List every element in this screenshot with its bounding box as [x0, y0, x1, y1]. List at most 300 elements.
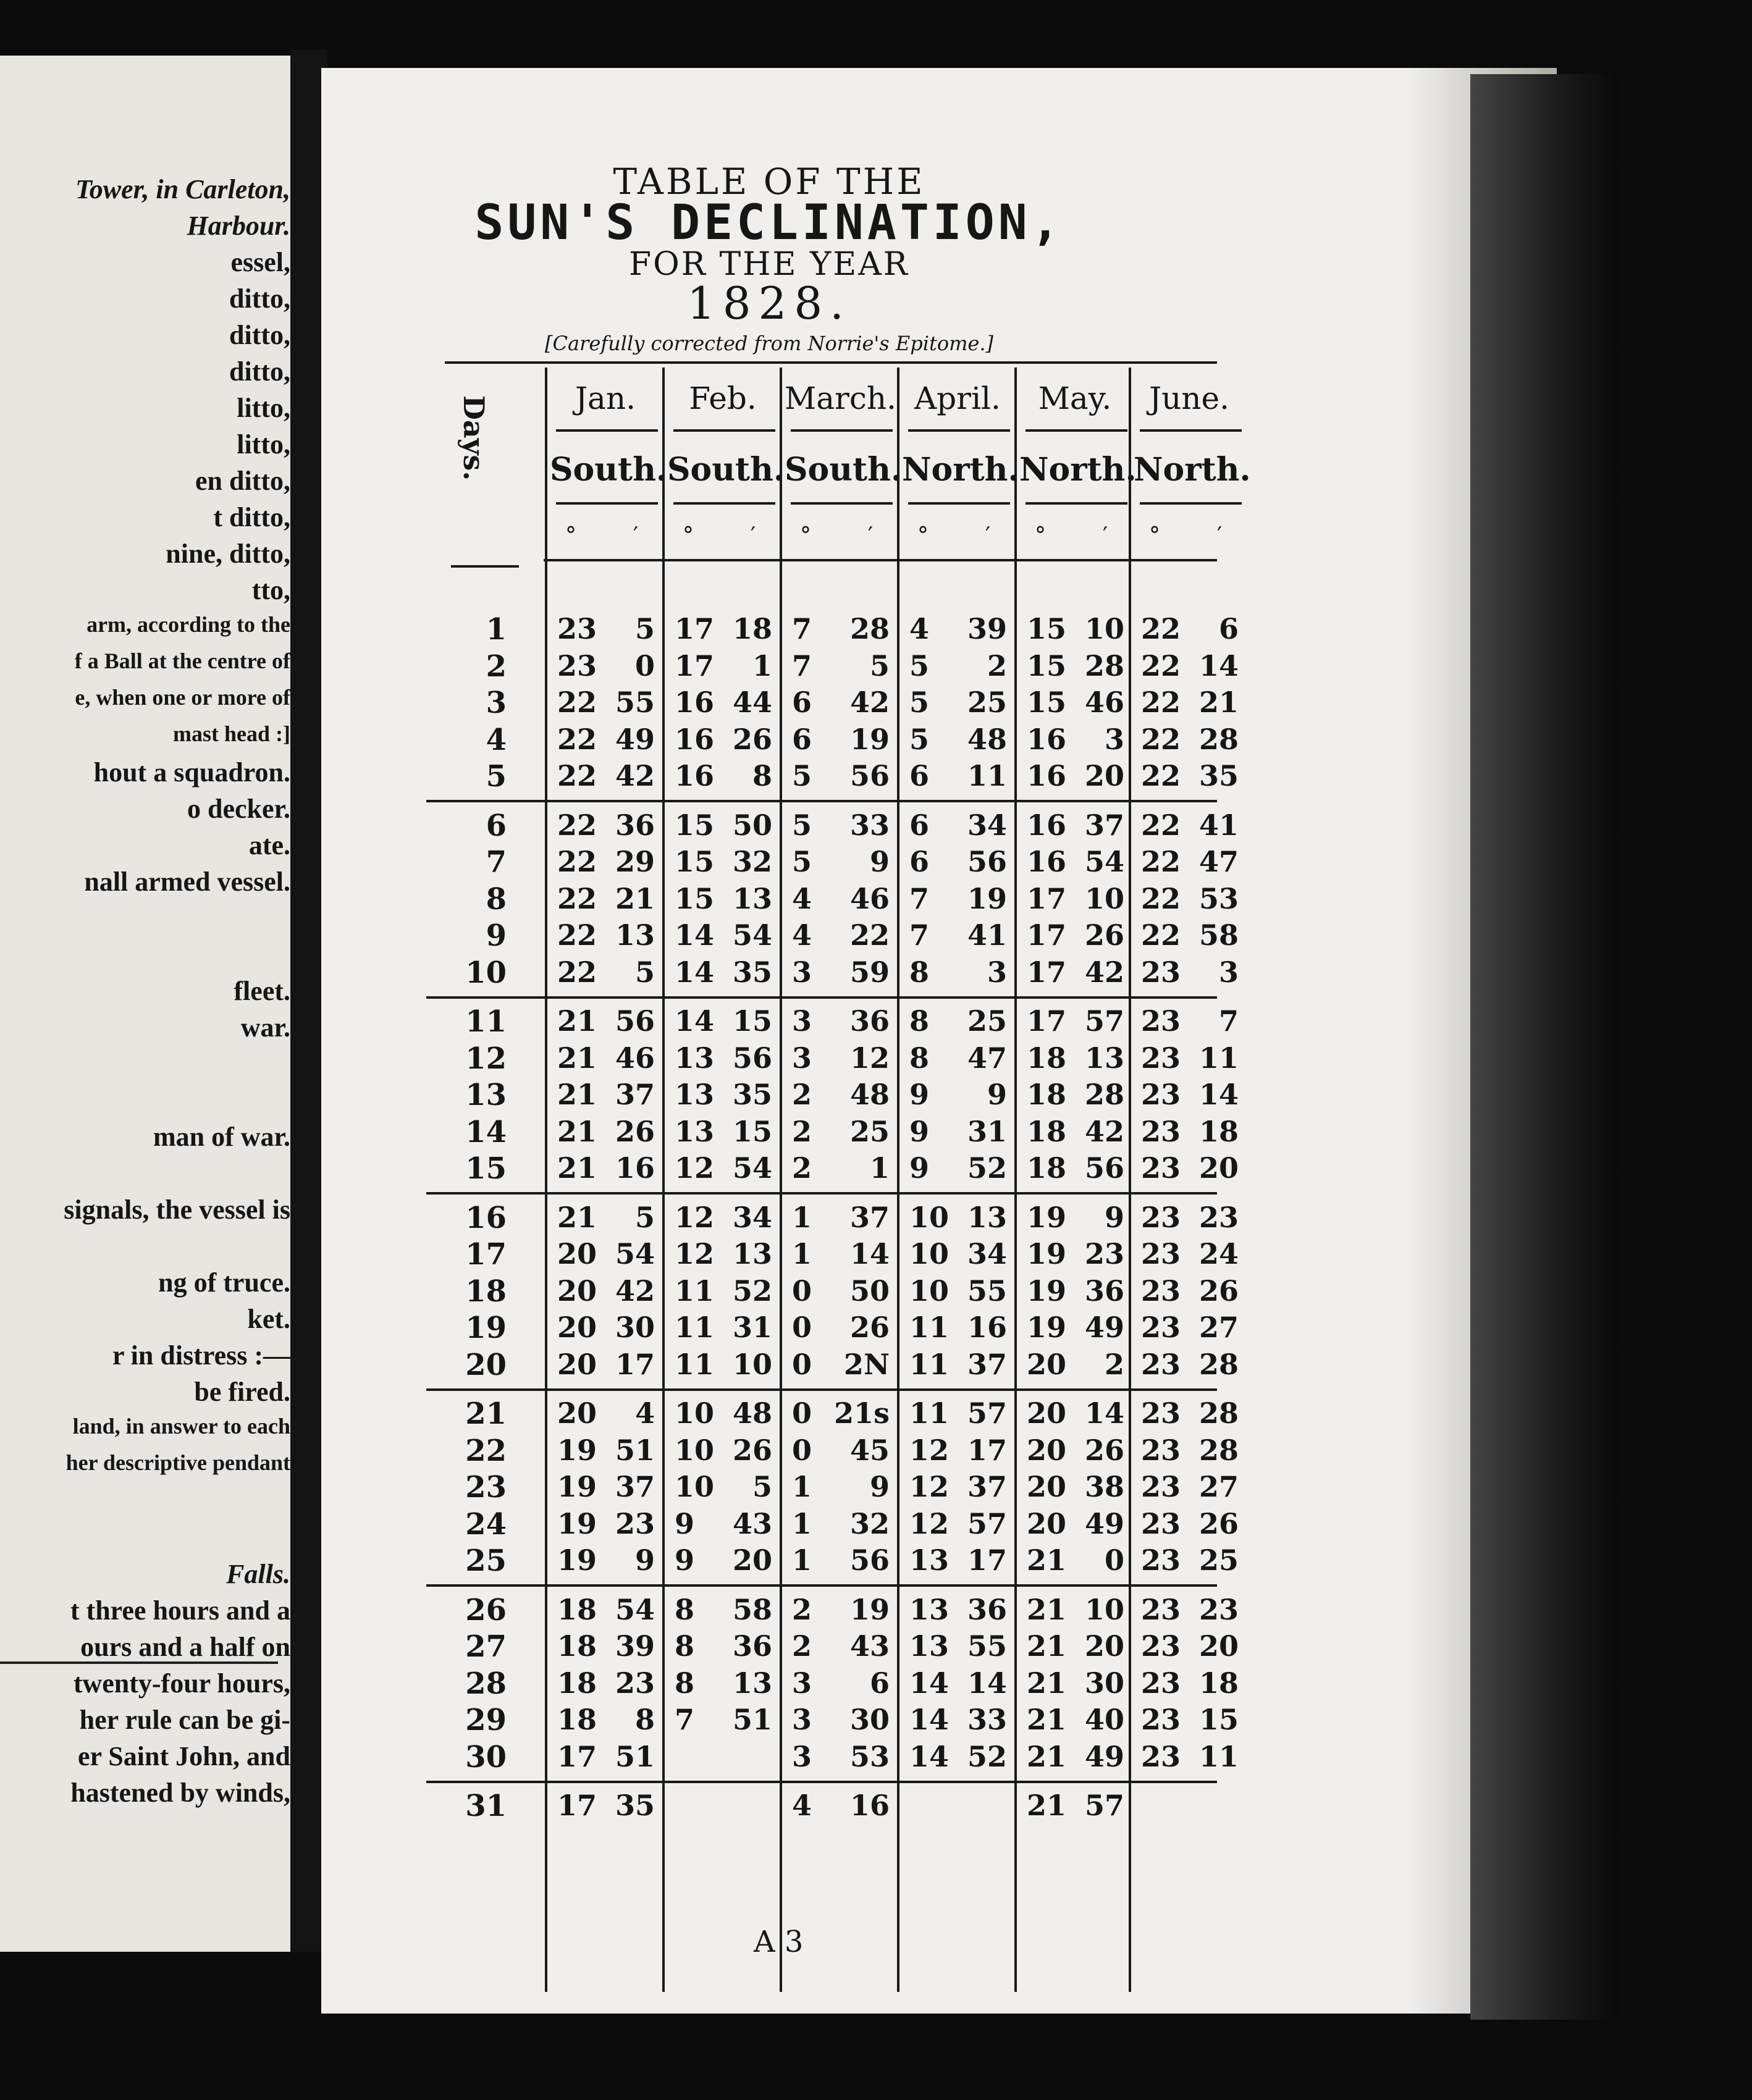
minutes-value: 8	[752, 759, 772, 792]
degrees-value: 23	[1141, 1274, 1181, 1308]
degrees-value: 1	[792, 1470, 812, 1503]
minutes-value: 28	[1084, 649, 1124, 682]
month-name: Jan.	[575, 380, 636, 416]
minutes-value: 28	[1084, 1078, 1124, 1111]
minutes-value: 55	[615, 686, 655, 719]
column-rule	[780, 368, 782, 1992]
left-page-line: hout a squadron.	[93, 757, 290, 788]
day-number: 29	[465, 1703, 507, 1737]
degrees-value: 11	[909, 1396, 950, 1430]
minutes-value: 32	[849, 1506, 890, 1540]
degrees-value: 22	[1141, 612, 1181, 645]
minutes-value: 47	[1198, 845, 1239, 878]
direction-rule	[791, 502, 893, 505]
left-page-line: ditto,	[229, 320, 290, 350]
degrees-value: 23	[557, 649, 597, 682]
minutes-value: 36	[1084, 1274, 1124, 1308]
degrees-value: 14	[675, 1004, 715, 1038]
right-page	[321, 68, 1557, 2014]
degrees-value: 0	[792, 1274, 812, 1308]
degrees-value: 5	[792, 845, 812, 878]
minutes-value: 34	[967, 1237, 1007, 1270]
degrees-value: 17	[675, 649, 715, 682]
minutes-value: 57	[1084, 1004, 1124, 1038]
minutes-value: 13	[732, 881, 772, 915]
degrees-value: 23	[1141, 1396, 1181, 1430]
day-number: 20	[465, 1347, 507, 1382]
degrees-value: 5	[909, 649, 930, 682]
degrees-value: 23	[557, 612, 597, 645]
degrees-value: 23	[1141, 1237, 1181, 1270]
minutes-value: 35	[615, 1789, 655, 1822]
minutes-value: 37	[967, 1470, 1007, 1503]
day-number: 31	[465, 1789, 507, 1823]
minutes-value: 28	[1198, 1347, 1239, 1381]
degrees-value: 4	[792, 918, 812, 952]
minutes-value: 51	[615, 1739, 655, 1773]
degrees-value: 0	[792, 1433, 812, 1467]
degrees-value: 15	[1027, 686, 1067, 719]
minute-mark: ′	[985, 523, 991, 548]
degrees-value: 18	[557, 1666, 597, 1700]
minutes-value: 6	[869, 1666, 890, 1700]
day-number: 5	[486, 759, 507, 794]
minutes-value: 20	[1084, 759, 1124, 792]
minutes-value: 56	[849, 759, 890, 792]
minutes-value: 57	[967, 1396, 1007, 1430]
degree-mark: °	[1149, 523, 1160, 548]
degrees-value: 17	[1027, 955, 1067, 989]
degrees-value: 20	[557, 1396, 597, 1430]
minutes-value: 49	[615, 722, 655, 756]
minutes-value: 12	[849, 1041, 890, 1075]
degrees-value: 11	[675, 1274, 715, 1308]
minutes-value: 19	[849, 722, 890, 756]
direction-label: North.	[1134, 451, 1251, 489]
degrees-value: 5	[909, 722, 930, 756]
degrees-value: 13	[909, 1592, 950, 1626]
minutes-value: 10	[732, 1347, 772, 1381]
degrees-value: 17	[1027, 1004, 1067, 1038]
degrees-value: 20	[557, 1274, 597, 1308]
degrees-value: 10	[909, 1200, 950, 1234]
degrees-value: 15	[1027, 649, 1067, 682]
degrees-value: 17	[1027, 881, 1067, 915]
minutes-value: 36	[732, 1629, 772, 1663]
minutes-value: 9	[869, 1470, 890, 1503]
direction-rule	[908, 502, 1010, 505]
minutes-value: 3	[987, 955, 1007, 989]
days-underline	[451, 565, 519, 568]
left-page-line: hastened by winds,	[70, 1778, 290, 1808]
degrees-value: 18	[1027, 1151, 1067, 1185]
degrees-value: 0	[792, 1347, 812, 1381]
minutes-value: 36	[849, 1004, 890, 1038]
minutes-value: 0	[634, 649, 655, 682]
degree-mark: °	[1035, 523, 1046, 548]
minutes-value: 3	[1218, 955, 1239, 989]
minutes-value: 13	[615, 918, 655, 952]
group-rule	[426, 1192, 1217, 1195]
heading-year: 1828.	[686, 277, 852, 329]
degrees-value: 22	[557, 845, 597, 878]
minute-mark: ′	[1103, 523, 1108, 548]
day-number: 18	[465, 1274, 507, 1309]
degrees-value: 21	[1027, 1666, 1067, 1700]
degrees-value: 13	[909, 1544, 950, 1577]
degrees-value: 9	[909, 1151, 930, 1185]
minutes-value: 53	[1198, 881, 1239, 915]
left-page-line: ng of truce.	[158, 1267, 290, 1298]
minutes-value: 10	[1084, 881, 1124, 915]
degrees-value: 19	[557, 1470, 597, 1503]
degrees-value: 15	[675, 845, 715, 878]
degrees-value: 16	[675, 722, 715, 756]
degrees-value: 1	[792, 1200, 812, 1234]
degrees-value: 19	[1027, 1200, 1067, 1234]
degrees-value: 3	[792, 1041, 812, 1075]
minutes-value: 37	[615, 1470, 655, 1503]
minutes-value: 2	[987, 649, 1007, 682]
minutes-value: 43	[849, 1629, 890, 1663]
minutes-value: 19	[849, 1592, 890, 1626]
degrees-value: 15	[675, 881, 715, 915]
left-page-line: arm, according to the	[86, 612, 290, 637]
minutes-value: 14	[967, 1666, 1007, 1700]
minutes-value: 36	[967, 1592, 1007, 1626]
degrees-value: 14	[909, 1703, 950, 1736]
degrees-value: 8	[909, 955, 930, 989]
minutes-value: 33	[967, 1703, 1007, 1736]
degrees-value: 13	[675, 1041, 715, 1075]
minutes-value: 42	[1084, 955, 1124, 989]
minutes-value: 17	[615, 1347, 655, 1381]
minutes-value: 47	[967, 1041, 1007, 1075]
degrees-value: 10	[909, 1237, 950, 1270]
minutes-value: 9	[1104, 1200, 1124, 1234]
degrees-value: 18	[1027, 1078, 1067, 1111]
minutes-value: 57	[1084, 1789, 1124, 1822]
minutes-value: 5	[869, 649, 890, 682]
minutes-value: 0	[1104, 1544, 1124, 1577]
minutes-value: 15	[1198, 1703, 1239, 1736]
minutes-value: 46	[849, 881, 890, 915]
degrees-value: 21	[1027, 1789, 1067, 1822]
degrees-value: 22	[1141, 918, 1181, 952]
minutes-value: 6	[1218, 612, 1239, 645]
degrees-value: 8	[675, 1629, 695, 1663]
degrees-value: 12	[909, 1506, 950, 1540]
degrees-value: 23	[1141, 1311, 1181, 1344]
degrees-value: 12	[675, 1151, 715, 1185]
degrees-value: 1	[792, 1237, 812, 1270]
degrees-value: 23	[1141, 955, 1181, 989]
table-top-rule	[445, 361, 1217, 364]
minutes-value: 54	[732, 1151, 772, 1185]
degrees-value: 6	[909, 808, 930, 842]
day-number: 28	[465, 1666, 507, 1701]
minute-mark: ′	[751, 523, 756, 548]
minutes-value: 9	[987, 1078, 1007, 1111]
degrees-value: 3	[792, 955, 812, 989]
degrees-value: 18	[557, 1592, 597, 1626]
left-page-line: f a Ball at the centre of	[74, 649, 290, 673]
minutes-value: 18	[1198, 1666, 1239, 1700]
day-number: 22	[465, 1433, 507, 1468]
minutes-value: 40	[1084, 1703, 1124, 1736]
day-number: 3	[486, 686, 507, 720]
degrees-value: 14	[675, 955, 715, 989]
degrees-value: 0	[792, 1311, 812, 1344]
minutes-value: 13	[732, 1666, 772, 1700]
degrees-value: 19	[557, 1506, 597, 1540]
month-rule	[1140, 429, 1242, 432]
minutes-value: 44	[732, 686, 772, 719]
degrees-value: 7	[792, 649, 812, 682]
minutes-value: 31	[967, 1114, 1007, 1148]
heading-title: SUN'S DECLINATION,	[474, 195, 1064, 251]
degrees-value: 23	[1141, 1506, 1181, 1540]
degrees-value: 20	[1027, 1396, 1067, 1430]
degrees-value: 22	[1141, 759, 1181, 792]
minutes-value: 24	[1198, 1237, 1239, 1270]
minutes-value: 48	[849, 1078, 890, 1111]
minutes-value: 45	[849, 1433, 890, 1467]
degrees-value: 10	[675, 1470, 715, 1503]
day-number: 4	[486, 722, 507, 757]
group-rule	[426, 1388, 1217, 1391]
degrees-value: 21	[1027, 1703, 1067, 1736]
minutes-value: 54	[615, 1592, 655, 1626]
degrees-value: 21	[557, 1114, 597, 1148]
left-page-line: t three hours and a	[70, 1595, 290, 1626]
direction-label: South.	[667, 451, 785, 489]
minutes-value: 21	[615, 881, 655, 915]
minutes-value: 42	[1084, 1114, 1124, 1148]
minutes-value: 17	[967, 1544, 1007, 1577]
minutes-value: 49	[1084, 1739, 1124, 1773]
degrees-value: 10	[675, 1396, 715, 1430]
degrees-value: 9	[909, 1078, 930, 1111]
minutes-value: 19	[967, 881, 1007, 915]
minutes-value: 31	[732, 1311, 772, 1344]
left-page-line: Tower, in Carleton,	[75, 174, 290, 204]
degrees-value: 2	[792, 1592, 812, 1626]
month-rule	[791, 429, 893, 432]
minutes-value: 26	[732, 1433, 772, 1467]
degrees-value: 0	[792, 1396, 812, 1430]
left-page-line: essel,	[230, 247, 290, 277]
minutes-value: 14	[849, 1237, 890, 1270]
minutes-value: 36	[615, 808, 655, 842]
minutes-value: 7	[1218, 1004, 1239, 1038]
minutes-value: 56	[967, 845, 1007, 878]
day-number: 11	[465, 1004, 507, 1039]
degrees-value: 10	[909, 1274, 950, 1308]
minutes-value: 20	[1084, 1629, 1124, 1663]
degrees-value: 23	[1141, 1470, 1181, 1503]
minutes-value: 48	[967, 722, 1007, 756]
degrees-value: 11	[909, 1347, 950, 1381]
minutes-value: 5	[634, 612, 655, 645]
left-page-line: ket.	[247, 1304, 290, 1334]
days-header: Days.	[457, 395, 491, 481]
minutes-value: 50	[849, 1274, 890, 1308]
degrees-value: 13	[675, 1078, 715, 1111]
degrees-value: 21	[557, 1151, 597, 1185]
degrees-value: 7	[792, 612, 812, 645]
minutes-value: 43	[732, 1506, 772, 1540]
left-page-line: nine, ditto,	[166, 539, 290, 569]
left-page-line: man of war.	[153, 1122, 290, 1152]
minutes-value: 5	[634, 1200, 655, 1234]
degrees-value: 18	[1027, 1041, 1067, 1075]
direction-rule	[556, 502, 658, 505]
degrees-value: 14	[675, 918, 715, 952]
day-number: 7	[486, 845, 507, 880]
degrees-value: 12	[675, 1237, 715, 1270]
degrees-value: 17	[1027, 918, 1067, 952]
degrees-value: 17	[675, 612, 715, 645]
day-number: 30	[465, 1739, 507, 1774]
minutes-value: 26	[1198, 1506, 1239, 1540]
degrees-value: 11	[675, 1311, 715, 1344]
minutes-value: 33	[849, 808, 890, 842]
degree-mark: °	[917, 523, 929, 548]
degrees-value: 2	[792, 1078, 812, 1111]
degree-mark: °	[683, 523, 694, 548]
day-number: 10	[465, 955, 507, 990]
degree-mark: °	[565, 523, 576, 548]
minutes-value: 37	[1084, 808, 1124, 842]
degrees-value: 10	[675, 1433, 715, 1467]
column-rule	[662, 368, 665, 1992]
degrees-value: 9	[675, 1544, 695, 1577]
minutes-value: 51	[615, 1433, 655, 1467]
minutes-value: 54	[732, 918, 772, 952]
left-page-line: litto,	[237, 429, 290, 460]
left-page-line: land, in answer to each	[72, 1414, 290, 1438]
left-page-line: her descriptive pendant	[65, 1450, 290, 1475]
minutes-value: 26	[1198, 1274, 1239, 1308]
degrees-value: 22	[557, 722, 597, 756]
degrees-value: 22	[557, 955, 597, 989]
direction-label: North.	[902, 451, 1019, 489]
day-number: 1	[486, 612, 507, 647]
column-rule	[897, 368, 899, 1992]
degrees-value: 15	[1027, 612, 1067, 645]
degrees-value: 19	[1027, 1311, 1067, 1344]
day-number: 13	[465, 1078, 507, 1112]
minutes-value: 55	[967, 1629, 1007, 1663]
minutes-value: 29	[615, 845, 655, 878]
degrees-value: 20	[1027, 1506, 1067, 1540]
degrees-value: 6	[792, 722, 812, 756]
minutes-value: 37	[967, 1347, 1007, 1381]
minutes-value: 25	[967, 1004, 1007, 1038]
degrees-value: 21	[557, 1200, 597, 1234]
minutes-value: 52	[732, 1274, 772, 1308]
degrees-value: 2	[792, 1629, 812, 1663]
day-number: 14	[465, 1114, 507, 1149]
day-number: 27	[465, 1629, 507, 1664]
minute-mark: ′	[633, 523, 639, 548]
degrees-value: 4	[909, 612, 930, 645]
minutes-value: 15	[732, 1004, 772, 1038]
degrees-value: 22	[1141, 686, 1181, 719]
book-spine	[1470, 74, 1619, 2020]
degrees-value: 11	[675, 1347, 715, 1381]
degrees-value: 22	[1141, 845, 1181, 878]
degrees-value: 8	[675, 1666, 695, 1700]
minutes-value: 23	[1084, 1237, 1124, 1270]
minutes-value: 38	[1084, 1470, 1124, 1503]
minutes-value: 17	[967, 1433, 1007, 1467]
day-number: 9	[486, 918, 507, 953]
day-number: 15	[465, 1151, 507, 1186]
degrees-value: 22	[557, 918, 597, 952]
degrees-value: 14	[909, 1666, 950, 1700]
degrees-value: 22	[1141, 881, 1181, 915]
minutes-value: 25	[967, 686, 1007, 719]
day-number: 8	[486, 881, 507, 917]
heading-line-3: FOR THE YEAR	[629, 246, 909, 283]
left-page-line: ate.	[248, 830, 290, 860]
minutes-value: 39	[967, 612, 1007, 645]
direction-rule	[673, 502, 775, 505]
degrees-value: 4	[792, 1789, 812, 1822]
left-page-line: Falls.	[226, 1559, 290, 1589]
minutes-value: 5	[752, 1470, 772, 1503]
day-number: 21	[465, 1396, 507, 1431]
minutes-value: 28	[1198, 1433, 1239, 1467]
minutes-value: 27	[1198, 1470, 1239, 1503]
degrees-value: 23	[1141, 1666, 1181, 1700]
group-rule	[426, 800, 1217, 802]
direction-label: North.	[1019, 451, 1137, 489]
degrees-value: 18	[1027, 1114, 1067, 1148]
degrees-value: 16	[675, 686, 715, 719]
group-rule	[426, 1584, 1217, 1587]
minute-mark: ′	[868, 523, 874, 548]
day-number: 19	[465, 1311, 507, 1345]
minutes-value: 9	[634, 1544, 655, 1577]
month-name: March.	[785, 380, 897, 416]
minutes-value: 11	[967, 759, 1007, 792]
month-rule	[1026, 429, 1127, 432]
degrees-value: 23	[1141, 1629, 1181, 1663]
degrees-value: 21	[557, 1078, 597, 1111]
degrees-value: 12	[909, 1433, 950, 1467]
degrees-value: 23	[1141, 1004, 1181, 1038]
degrees-value: 20	[557, 1311, 597, 1344]
minutes-value: 16	[849, 1789, 890, 1822]
minutes-value: 34	[732, 1200, 772, 1234]
column-rule	[545, 368, 547, 1992]
degrees-value: 23	[1141, 1151, 1181, 1185]
minutes-value: 26	[615, 1114, 655, 1148]
degrees-value: 5	[909, 686, 930, 719]
minutes-value: 4	[634, 1396, 655, 1430]
minutes-value: 55	[967, 1274, 1007, 1308]
minutes-value: 2	[1104, 1347, 1124, 1381]
degrees-value: 22	[1141, 722, 1181, 756]
group-rule	[426, 996, 1217, 999]
minutes-value: 18	[1198, 1114, 1239, 1148]
degrees-value: 19	[1027, 1274, 1067, 1308]
minutes-value: 41	[967, 918, 1007, 952]
minutes-value: 21s	[834, 1396, 890, 1430]
